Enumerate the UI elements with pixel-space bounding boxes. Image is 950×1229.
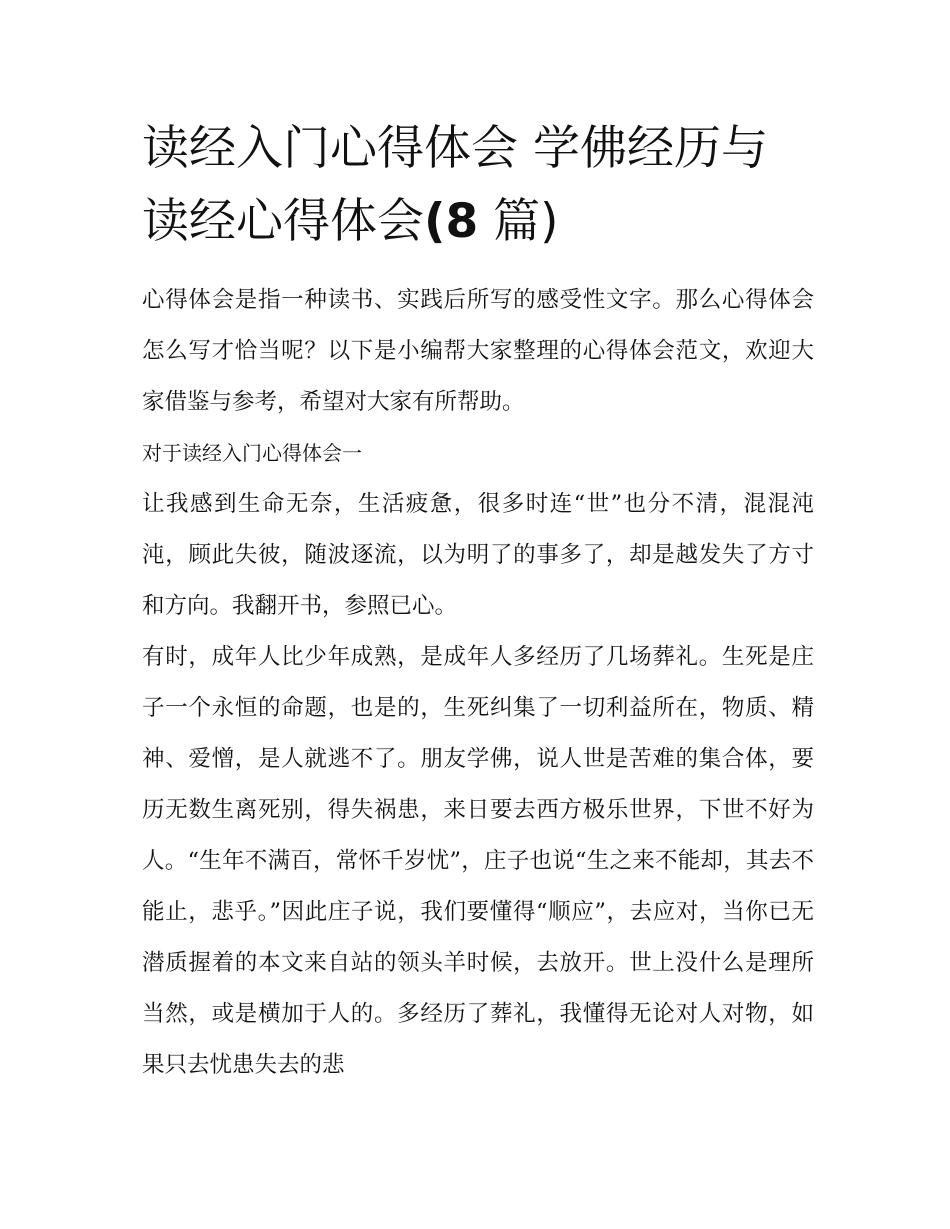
title-text: 读经入门心得体会 学佛经历与读经心得体会 <box>142 121 768 249</box>
title-count: (8 <box>424 194 479 249</box>
document-title <box>142 112 814 258</box>
body-paragraph-2: 有时，成年人比少年成熟，是成年人多经历了几场葬礼。生死是庄子一个永恒的命题，也是的，生死纠集了一切利益所在，物质、精神、爱憎，是人就逃不了。朋友学佛，说人世是苦难的集合体，要历无数生离死别，得失祸患，来日要去西方极乐世界，下世不好为人。“生年不满百，常怀千岁忧”，庄子也说“生之来不能却，其去不能止，悲乎。”因此庄子说，我们要懂得“顺应”，去应对，当你已无潜质握着的本文来自站的领头羊时候，去放开。世上没什么是理所当然，或是横加于人的。多经历了葬礼，我懂得无论对人对物，如果只去忧患失去的悲 <box>142 644 814 1078</box>
body-paragraph-1: 让我感到生命无奈，生活疲惫，很多时连“世”也分不清，混混沌沌，顾此失彼，随波逐流，以为明了的事多了，却是越发失了方寸和方向。我翻开书，参照已心。 <box>142 491 814 619</box>
document-page <box>142 112 814 1091</box>
intro-paragraph: 心得体会是指一种读书、实践后所写的感受性文字。那么心得体会怎么写才恰当呢？以下是小编帮大家整理的心得体会范文，欢迎大家借鉴与参考，希望对大家有所帮助。 <box>142 287 814 415</box>
section-heading: 对于读经入门心得体会一 <box>142 441 362 465</box>
title-suffix: 篇) <box>478 194 559 249</box>
